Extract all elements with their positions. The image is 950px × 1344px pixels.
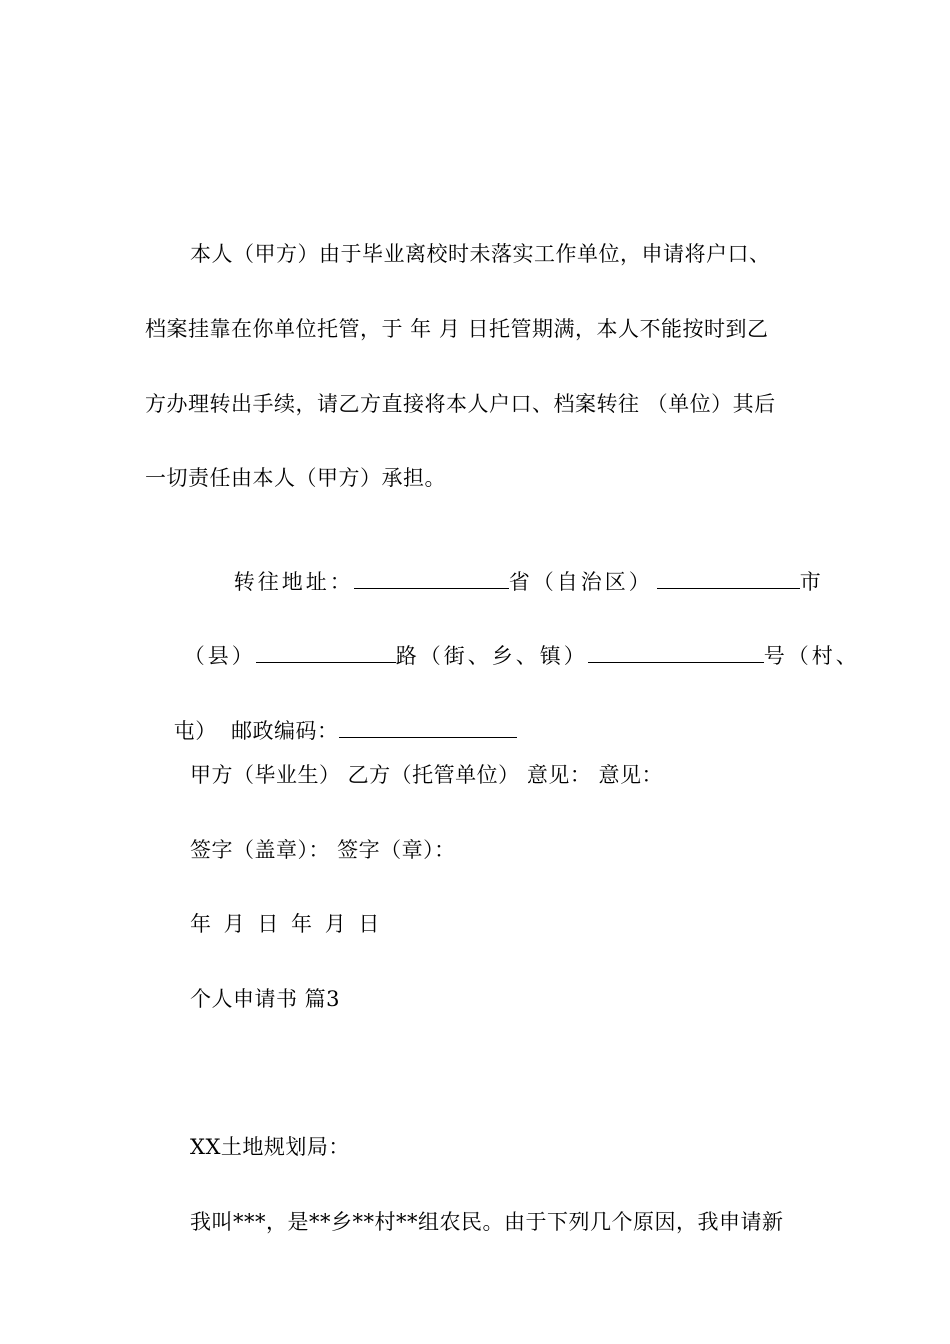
paragraph-line-2: 档案挂靠在你单位托管，于 年 月 日托管期满，本人不能按时到乙	[145, 317, 769, 341]
address-label: 转往地址：	[233, 570, 354, 594]
salutation: XX土地规划局：	[190, 1135, 350, 1159]
province-blank	[354, 570, 509, 589]
province-label: 省（自治区）	[508, 570, 653, 594]
number-label: 号（村、	[763, 644, 860, 668]
postcode-label: 邮政编码：	[231, 719, 339, 743]
road-label: 路（街、乡、镇）	[395, 644, 588, 668]
paragraph-line-1: 本人（甲方）由于毕业离校时未落实工作单位，申请将户口、	[190, 242, 771, 266]
section-title: 个人申请书 篇3	[190, 987, 341, 1011]
body-line-1: 我叫***，是**乡**村**组农民。由于下列几个原因，我申请新	[190, 1210, 784, 1234]
county-label: （县）	[183, 644, 256, 668]
signatures-line: 签字（盖章）： 签字（章）：	[190, 838, 456, 862]
dates-line: 年 月 日 年 月 日	[190, 912, 383, 936]
paragraph-line-4: 一切责任由本人（甲方）承担。	[145, 466, 446, 490]
city-blank	[657, 570, 800, 589]
postcode-blank	[339, 719, 517, 738]
tun-label: 屯）	[173, 719, 217, 743]
number-blank	[588, 644, 764, 663]
paragraph-line-3: 方办理转出手续，请乙方直接将本人户口、档案转往 （单位）其后	[145, 392, 776, 416]
opinions-line: 甲方（毕业生） 乙方（托管单位） 意见： 意见：	[190, 763, 664, 787]
city-label: 市	[799, 570, 824, 594]
county-blank	[256, 644, 396, 663]
